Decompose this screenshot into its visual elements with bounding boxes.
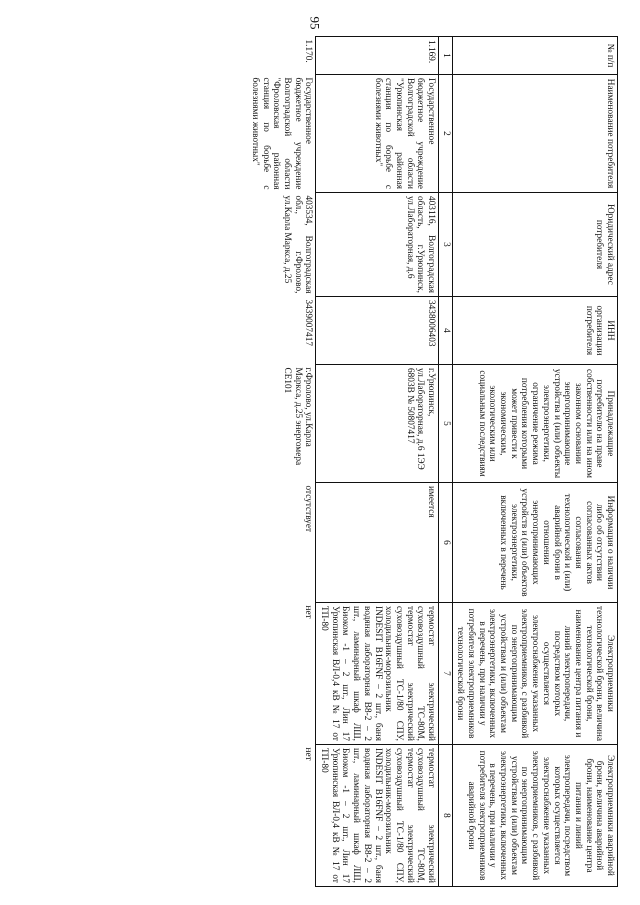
- devices: г.Урюпинск, ул.Лабораторная, д.6 1ЭЭ 6803В № 50807417: [316, 365, 439, 483]
- header-acts: Информация о наличии либо об отсутствии согласованных актов согласования технологической и (или) аварийной брони в отношении энергопринимающих устройств и (или) объектов электроэнергетики, включенных в перечень: [452, 483, 617, 603]
- acts-status: отсутствует: [303, 485, 314, 533]
- emergency-reserve: термостат электрический суховоздушный ТС-80М, термостат электрический суховоздушный ТС-1/80 СПУ, холодильник-морозильник INDESIT B16FNF – 2 шт., баня водяная лабораторная В8-2 – 2 шт., ламинарный шкаф ЛШ, Биоком -1 – 2 шт., Лин 17 Урюпинская ВЛ-0,4 кВ № 17 от ТП-80: [316, 745, 439, 887]
- column-number: 4: [439, 297, 453, 365]
- legal-address: 403116, Волгоградская область, г.Урюпинск, ул.Лабораторная, д.6: [316, 193, 439, 297]
- column-number-row: [439, 37, 453, 887]
- inn: 3439007417: [303, 299, 314, 346]
- consumer-name: Государственное бюджетное учреждение Волгоградской области "Фроловская районная станция по борьбе с болезнями животных": [250, 77, 314, 190]
- column-number: 1: [439, 37, 453, 75]
- header-emergency-reserve: Электроприемники аварийной брони, величина аварийной брони, наименование центра питания и линий электропередачи, посредством которых осуществляется электроснабжение указанных электроприемников, с разбивкой по энергопринимающим устройствам и (или) объектам электроэнергетики, включенных в перечень, при наличии у потребителя электроприемников аварийной брони: [452, 745, 617, 887]
- acts-status: имеется: [316, 483, 439, 603]
- header-consumer-name: Наименование потребителя: [452, 75, 617, 193]
- header-inn: ИНН организации потребителя: [452, 297, 617, 365]
- header-legal-address: Юридический адрес потребителя: [452, 193, 617, 297]
- devices: г.Фролово, ул.Карла Маркса, д.25 энергомера СЕ101: [282, 367, 314, 466]
- header-number: № п/п: [452, 37, 617, 75]
- consumer-table: [247, 36, 618, 887]
- consumer-name: Государственное бюджетное учреждение Волгоградской области "Урюпинская районная станция по борьбе с болезнями животных": [316, 75, 439, 193]
- table-header-row: [452, 37, 617, 887]
- rotated-page-content: [58, 36, 618, 886]
- table-row: [316, 37, 439, 887]
- column-number: 7: [439, 603, 453, 745]
- header-technological-reserve: Электроприемники технологической брони, величина технологической брони, наименование центра питания и линий электропередачи, посредством которых осуществляется электроснабжение указанных электроприемников, с разбивкой по энергопринимающим устройствам и (или) объектам электроэнергетики, включенных в перечень, при наличии у потребителя электроприемников технологической брони: [452, 603, 617, 745]
- column-number: 2: [439, 75, 453, 193]
- row-number: 1.170.: [303, 39, 314, 63]
- column-number: 8: [439, 745, 453, 887]
- legal-address: 403534, Волгоградская обл., г.Фролово, ул.Карла Маркса, д.25: [282, 195, 314, 294]
- column-number: 6: [439, 483, 453, 603]
- technological-reserve: термостат электрический суховоздушный ТС-80М, термостат электрический суховоздушный ТС-1/80 СПУ, холодильник-морозильник INDESIT B16FNF – 2 шт., баня водяная лабораторная В8-2 – 2 шт., ламинарный шкаф ЛШ, Биоком -1 – 2 шт., Лин 17 Урюпинская ВЛ-0,4 кВ № 17 от ТП-80: [316, 603, 439, 745]
- page-number: 95: [307, 16, 322, 30]
- technological-reserve: нет: [303, 605, 314, 619]
- column-number: 5: [439, 365, 453, 483]
- header-devices: Принадлежащие потребителю на праве собственности или на ином законном основании энергопринимающие устройства и (или) объекты электроэнергетики, ограничение режима потребления которыми может привести к экономическим, экологическим или социальным последствиям: [452, 365, 617, 483]
- table-row: [247, 37, 316, 887]
- emergency-reserve: нет: [303, 747, 314, 761]
- column-number: 3: [439, 193, 453, 297]
- inn: 3438006403: [316, 297, 439, 365]
- row-number: 1.169.: [316, 37, 439, 75]
